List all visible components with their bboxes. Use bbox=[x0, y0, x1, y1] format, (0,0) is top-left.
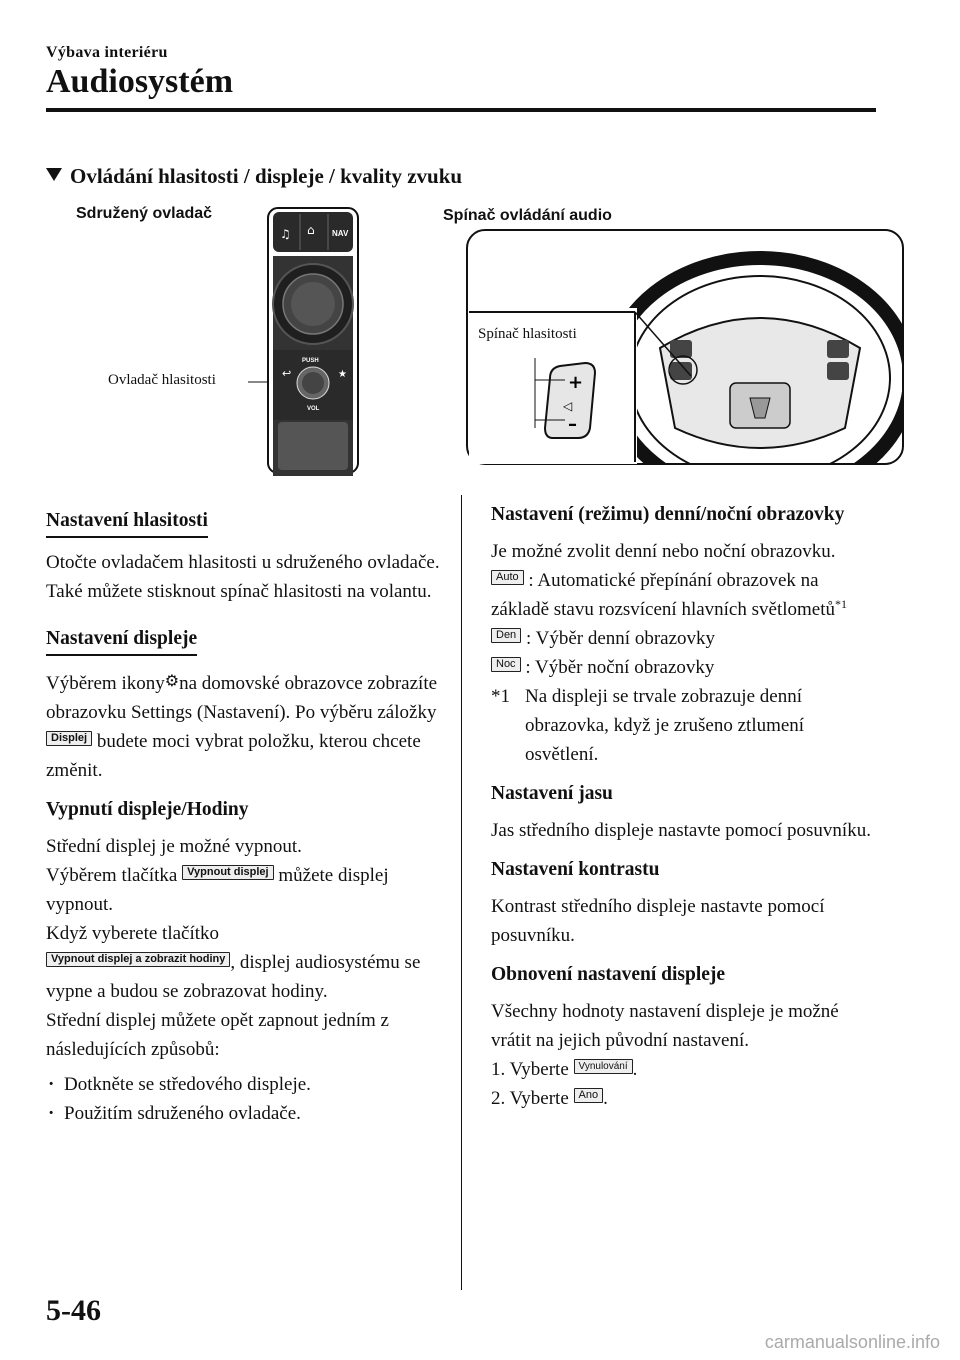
option-auto: Auto : Automatické přepínání obrazovek na základě stavu rozsvícení hlavních světlometů$^{*1}$ bbox=[491, 570, 847, 620]
watermark: carmanualsonline.info bbox=[764, 1332, 940, 1352]
home-icon: ⌂ bbox=[307, 223, 315, 237]
music-icon: ♫ bbox=[280, 227, 291, 241]
step-1: 1. Vyberte Vynulování . bbox=[491, 1059, 638, 1080]
wake-methods-list bbox=[46, 1070, 446, 1128]
paragraph-brightness: Jas středního displeje nastavte pomocí posuvníku. bbox=[491, 820, 871, 841]
list-item: · Dotkněte se středového displeje. bbox=[46, 1070, 446, 1099]
back-icon: ↩ bbox=[282, 367, 292, 380]
nav-label: NAV bbox=[332, 229, 349, 238]
heading-display: Nastavení displeje bbox=[46, 624, 197, 656]
steering-wheel-illustration bbox=[465, 228, 905, 468]
heading-volume: Nastavení hlasitosti bbox=[46, 506, 208, 538]
display-off-clock-button: Vypnout displej a zobrazit hodiny bbox=[46, 952, 230, 967]
paragraph-day-night: Je možné zvolit denní nebo noční obrazovku. bbox=[491, 541, 836, 562]
figure-left-title: Sdružený ovladač bbox=[76, 205, 213, 222]
heading-contrast: Nastavení kontrastu bbox=[491, 859, 660, 880]
chapter-label: Výbava interiéru bbox=[46, 44, 168, 61]
list-item: · Použitím sdruženého ovladače. bbox=[46, 1099, 446, 1128]
paragraph-display-off: Střední displej je možné vypnout. Výběrem tlačítka Vypnout displej můžete displej vypnout. Když vyberete tlačítko Vypnout displej a zobrazit hodiny , displej audiosystému se vypne a budou se zobrazovat hodiny. Střední displej můžete opět zapnout jedním z následujících způsobů: bbox=[46, 836, 421, 1060]
figure-left-callout: Ovladač hlasitosti bbox=[108, 372, 216, 388]
heading-day-night: Nastavení (režimu) denní/noční obrazovky bbox=[491, 504, 845, 525]
push-label: PUSH bbox=[302, 358, 319, 364]
triangle-down-icon bbox=[46, 168, 62, 181]
figure-right-title: Spínač ovládání audio bbox=[443, 207, 612, 224]
noc-button: Noc bbox=[491, 657, 521, 672]
section-heading bbox=[46, 162, 462, 190]
auto-button: Auto bbox=[491, 570, 524, 585]
heading-reset: Obnovení nastavení displeje bbox=[491, 964, 726, 985]
display-off-button: Vypnout displej bbox=[182, 865, 274, 880]
page-number: 5-46 bbox=[46, 1294, 101, 1327]
heading-brightness: Nastavení jasu bbox=[491, 783, 613, 804]
heading-display-off: Vypnutí displeje/Hodiny bbox=[46, 799, 249, 820]
option-noc: Noc : Výběr noční obrazovky bbox=[491, 653, 881, 682]
section-title: Ovládání hlasitosti / displeje / kvality zvuku bbox=[70, 164, 463, 188]
chapter-title: Audiosystém bbox=[46, 63, 234, 100]
volume-down-icon: – bbox=[568, 414, 577, 435]
title-rule bbox=[46, 108, 876, 112]
settings-gear-icon: ⚙ bbox=[164, 671, 180, 690]
ano-button: Ano bbox=[574, 1088, 604, 1103]
volume-up-icon: + bbox=[568, 372, 584, 393]
paragraph-contrast: Kontrast středního displeje nastavte pomocí posuvníku. bbox=[491, 896, 825, 946]
step-2: 2. Vyberte Ano . bbox=[491, 1088, 608, 1109]
mute-icon: ◁ bbox=[563, 399, 573, 413]
right-column bbox=[491, 500, 881, 1113]
den-button: Den bbox=[491, 628, 521, 643]
figure-right-callout: Spínač hlasitosti bbox=[478, 326, 577, 342]
vol-label: VOL bbox=[307, 406, 320, 412]
paragraph-reset: Všechny hodnoty nastavení displeje je možné vrátit na jejich původní nastavení. bbox=[491, 1001, 839, 1051]
tab-displej-button: Displej bbox=[46, 731, 92, 746]
reset-button: Vynulování bbox=[574, 1059, 633, 1074]
column-divider bbox=[461, 495, 462, 1290]
favorite-icon: ★ bbox=[338, 369, 347, 380]
footnote: *1 Na displeji se trvale zobrazuje denní obrazovka, když je zrušeno ztlumení osvětlení. bbox=[491, 686, 805, 765]
paragraph-display: Výběrem ikony⚙na domovské obrazovce zobrazíte obrazovku Settings (Nastavení). Po výběru záložky Displej budete moci vybrat položku, kterou chcete změnit. bbox=[46, 671, 438, 781]
commander-control-illustration bbox=[240, 200, 370, 480]
left-column bbox=[46, 496, 446, 1128]
option-den: Den : Výběr denní obrazovky bbox=[491, 624, 881, 653]
paragraph-volume: Otočte ovladačem hlasitosti u sdruženého ovladače. Také můžete stisknout spínač hlasitosti na volantu. bbox=[46, 552, 440, 602]
